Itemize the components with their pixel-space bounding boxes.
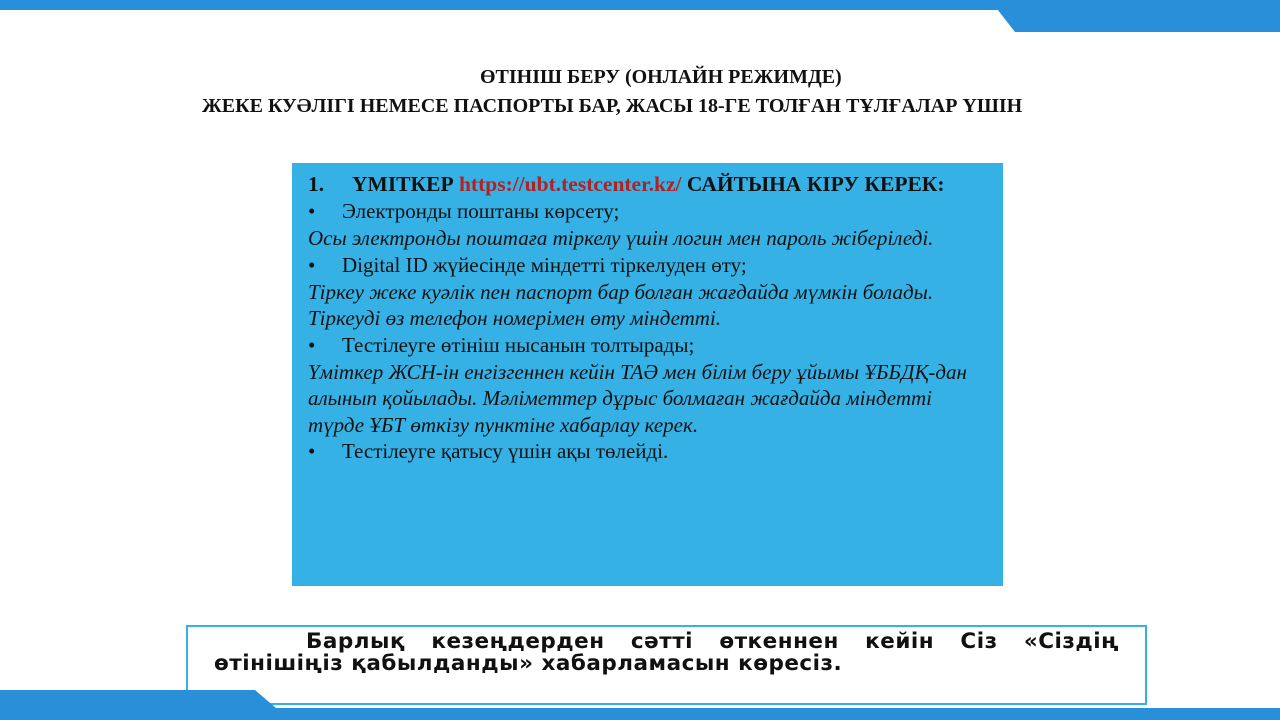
bullet-text: Тестілеуге өтініш нысанын толтырады; [342, 332, 695, 357]
note-text: Осы электронды поштаға тіркелу үшін логин мен пароль жіберіледі. [308, 226, 934, 250]
result-note-box: Барлық кезеңдерден сәтті өткеннен кейін Сіз «Сіздің өтінішіңіз қабылданды» хабарламасын көресіз. [186, 625, 1147, 705]
slide-title: ӨТІНІШ БЕРУ (ОНЛАЙН РЕЖИМДЕ) [480, 66, 842, 88]
bullet-text: Тестілеуге қатысу үшін ақы төлейді. [342, 439, 669, 463]
step-text [352, 171, 945, 198]
step-heading [308, 171, 989, 198]
note-text: Тіркеу жеке куәлік пен паспорт бар болған жағдайда мүмкін болады. Тіркеуді өз телефон номерімен өту міндетті. [308, 279, 934, 330]
step-suffix: САЙТЫНА КІРУ КЕРЕК: [681, 172, 945, 196]
list-item [308, 438, 989, 465]
list-item [308, 332, 989, 359]
site-link[interactable]: https://ubt.testcenter.kz/ [458, 172, 682, 196]
bullet-icon: • [308, 439, 316, 463]
top-decor-tab [990, 0, 1280, 32]
list-item [308, 198, 989, 225]
instructions-box [292, 163, 1003, 586]
bullet-icon: • [308, 252, 316, 277]
bullet-icon: • [308, 332, 316, 357]
bullet-icon: • [308, 199, 316, 223]
bottom-decor-tab [0, 690, 290, 720]
bullet-text: Электронды поштаны көрсету; [342, 199, 620, 223]
list-item [308, 252, 989, 279]
bullet-text: Digital ID жүйесінде міндетті тіркелуден өту; [342, 252, 747, 277]
step-prefix: ҮМІТКЕР [352, 172, 459, 196]
note-text: Үміткер ЖСН-ін енгізгеннен кейін ТАӘ мен білім беру ұйымы ҰББДҚ-дан алынып қойылады. Мәліметтер дұрыс болмаған жағдайда міндетті түрде ҰБТ өткізу пунктіне хабарлау керек. [308, 359, 967, 437]
slide-subtitle: ЖЕКЕ КУӘЛІГІ НЕМЕСЕ ПАСПОРТЫ БАР, ЖАСЫ 18-ГЕ ТОЛҒАН ТҰЛҒАЛАР ҮШІН [202, 95, 1023, 117]
step-number: 1. [308, 172, 325, 196]
